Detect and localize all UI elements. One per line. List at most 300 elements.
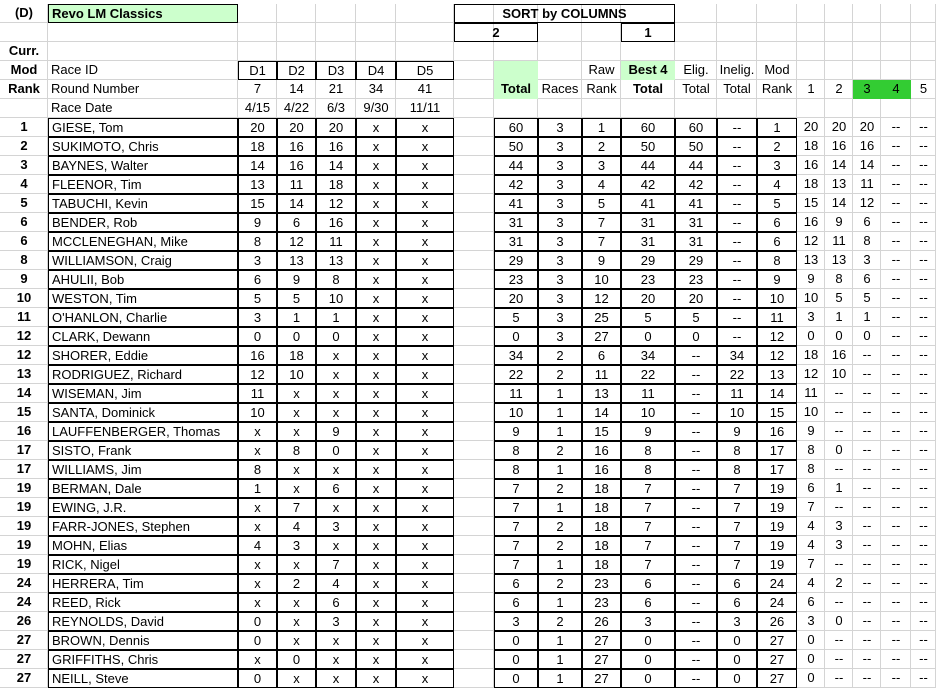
- row-summary-value[interactable]: 7: [494, 517, 538, 536]
- row-summary-value[interactable]: --: [717, 270, 757, 289]
- row-summary-value[interactable]: 1: [538, 403, 582, 422]
- row-rank[interactable]: 13: [16, 366, 32, 381]
- row-best-value[interactable]: --: [919, 632, 928, 647]
- row-name[interactable]: SANTA, Dominick: [48, 403, 238, 422]
- row-summary-value[interactable]: 7: [494, 498, 538, 517]
- row-race-score[interactable]: 12: [238, 365, 277, 384]
- row-summary-value[interactable]: 4: [582, 175, 621, 194]
- row-race-score[interactable]: x: [396, 270, 454, 289]
- row-race-score[interactable]: 9: [238, 213, 277, 232]
- row-race-score[interactable]: x: [356, 194, 396, 213]
- row-race-score[interactable]: x: [316, 631, 356, 650]
- row-summary-value[interactable]: --: [717, 194, 757, 213]
- row-best-value[interactable]: 4: [807, 518, 815, 533]
- row-summary-value[interactable]: 27: [582, 650, 621, 669]
- summary-header-5[interactable]: Total: [723, 81, 751, 96]
- row-best-value[interactable]: 4: [807, 537, 815, 552]
- row-race-score[interactable]: x: [356, 118, 396, 137]
- row-summary-value[interactable]: 3: [538, 194, 582, 213]
- row-race-score[interactable]: x: [356, 536, 396, 555]
- row-summary-value[interactable]: 18: [582, 555, 621, 574]
- row-summary-value[interactable]: --: [675, 460, 717, 479]
- row-rank[interactable]: 14: [16, 385, 32, 400]
- best-header-1[interactable]: 1: [807, 81, 815, 96]
- row-race-score[interactable]: 8: [277, 441, 316, 460]
- row-summary-value[interactable]: 15: [582, 422, 621, 441]
- row-summary-value[interactable]: 7: [494, 555, 538, 574]
- row-race-score[interactable]: x: [277, 555, 316, 574]
- row-best-value[interactable]: 20: [859, 119, 875, 134]
- row-race-score[interactable]: 4: [277, 517, 316, 536]
- summary-header-top-0[interactable]: [494, 61, 538, 80]
- row-summary-value[interactable]: 23: [675, 270, 717, 289]
- best-header-3[interactable]: 3: [853, 80, 881, 99]
- race-id-3[interactable]: D4: [356, 61, 396, 80]
- row-summary-value[interactable]: 19: [757, 479, 797, 498]
- row-race-score[interactable]: x: [356, 137, 396, 156]
- row-summary-value[interactable]: --: [717, 327, 757, 346]
- row-rank[interactable]: 17: [16, 442, 32, 457]
- row-race-score[interactable]: x: [316, 650, 356, 669]
- row-race-score[interactable]: 11: [238, 384, 277, 403]
- summary-header-0[interactable]: Total: [494, 80, 538, 99]
- row-name[interactable]: BROWN, Dennis: [48, 631, 238, 650]
- row-rank[interactable]: 11: [17, 309, 31, 324]
- row-name[interactable]: WILLIAMS, Jim: [48, 460, 238, 479]
- row-race-score[interactable]: 0: [277, 327, 316, 346]
- row-best-value[interactable]: --: [834, 385, 844, 400]
- row-race-score[interactable]: x: [396, 346, 454, 365]
- row-summary-value[interactable]: 1: [757, 118, 797, 137]
- race-id-0[interactable]: D1: [238, 61, 277, 80]
- row-best-value[interactable]: --: [862, 442, 872, 457]
- row-summary-value[interactable]: 7: [582, 232, 621, 251]
- row-summary-value[interactable]: 0: [494, 650, 538, 669]
- summary-header-4[interactable]: Total: [682, 81, 710, 96]
- row-summary-value[interactable]: --: [717, 156, 757, 175]
- row-summary-value[interactable]: 16: [757, 422, 797, 441]
- row-race-score[interactable]: x: [356, 555, 396, 574]
- row-summary-value[interactable]: 7: [494, 536, 538, 555]
- row-best-value[interactable]: --: [919, 271, 928, 286]
- row-best-value[interactable]: 12: [803, 366, 819, 381]
- row-summary-value[interactable]: 27: [757, 650, 797, 669]
- row-rank[interactable]: 5: [20, 195, 28, 210]
- row-race-score[interactable]: 14: [316, 156, 356, 175]
- row-race-score[interactable]: 1: [316, 308, 356, 327]
- best-header-2[interactable]: 2: [835, 81, 843, 96]
- row-summary-value[interactable]: 0: [494, 669, 538, 688]
- row-best-value[interactable]: --: [862, 670, 872, 685]
- row-summary-value[interactable]: 2: [538, 574, 582, 593]
- row-summary-value[interactable]: 1: [538, 650, 582, 669]
- row-race-score[interactable]: x: [396, 498, 454, 517]
- row-race-score[interactable]: x: [356, 251, 396, 270]
- row-best-value[interactable]: 20: [831, 119, 847, 134]
- row-race-score[interactable]: 0: [238, 631, 277, 650]
- row-rank[interactable]: 27: [16, 670, 32, 685]
- row-race-score[interactable]: x: [396, 479, 454, 498]
- row-race-score[interactable]: x: [396, 650, 454, 669]
- row-summary-value[interactable]: 12: [757, 327, 797, 346]
- row-race-score[interactable]: x: [396, 308, 454, 327]
- row-race-score[interactable]: 16: [238, 346, 277, 365]
- row-summary-value[interactable]: 6: [757, 232, 797, 251]
- row-best-value[interactable]: 3: [807, 613, 815, 628]
- row-summary-value[interactable]: --: [717, 137, 757, 156]
- row-race-score[interactable]: 16: [277, 137, 316, 156]
- row-summary-value[interactable]: 50: [494, 137, 538, 156]
- race-date-1[interactable]: 4/22: [283, 100, 310, 115]
- row-race-score[interactable]: 11: [316, 232, 356, 251]
- row-summary-value[interactable]: 10: [494, 403, 538, 422]
- row-name[interactable]: BENDER, Rob: [48, 213, 238, 232]
- row-rank[interactable]: 17: [16, 461, 32, 476]
- row-rank[interactable]: 27: [16, 651, 32, 666]
- row-race-score[interactable]: 4: [238, 536, 277, 555]
- row-race-score[interactable]: x: [316, 460, 356, 479]
- row-best-value[interactable]: 11: [804, 385, 818, 400]
- row-summary-value[interactable]: --: [675, 479, 717, 498]
- row-summary-value[interactable]: 3: [538, 137, 582, 156]
- row-summary-value[interactable]: --: [675, 593, 717, 612]
- row-best-value[interactable]: --: [891, 613, 901, 628]
- row-race-score[interactable]: x: [356, 213, 396, 232]
- row-summary-value[interactable]: 11: [717, 384, 757, 403]
- row-best-value[interactable]: --: [919, 556, 928, 571]
- row-summary-value[interactable]: 19: [757, 517, 797, 536]
- row-name[interactable]: SHORER, Eddie: [48, 346, 238, 365]
- race-round-3[interactable]: 34: [368, 81, 384, 96]
- row-race-score[interactable]: x: [396, 612, 454, 631]
- row-summary-value[interactable]: 1: [538, 555, 582, 574]
- row-summary-value[interactable]: 2: [538, 536, 582, 555]
- row-summary-value[interactable]: 12: [757, 346, 797, 365]
- row-summary-value[interactable]: 10: [757, 289, 797, 308]
- row-rank[interactable]: 19: [16, 518, 32, 533]
- row-race-score[interactable]: 12: [316, 194, 356, 213]
- row-rank[interactable]: 19: [16, 556, 32, 571]
- row-rank[interactable]: 19: [16, 480, 32, 495]
- row-race-score[interactable]: x: [316, 365, 356, 384]
- row-summary-value[interactable]: 11: [757, 308, 797, 327]
- race-date-3[interactable]: 9/30: [363, 100, 389, 115]
- summary-header-3[interactable]: Total: [632, 81, 664, 96]
- row-best-value[interactable]: --: [891, 252, 901, 267]
- row-best-value[interactable]: --: [919, 670, 928, 685]
- row-best-value[interactable]: 0: [807, 651, 815, 666]
- row-race-score[interactable]: x: [396, 422, 454, 441]
- row-best-value[interactable]: --: [891, 594, 901, 609]
- row-best-value[interactable]: 8: [863, 233, 871, 248]
- row-summary-value[interactable]: 5: [757, 194, 797, 213]
- row-summary-value[interactable]: 6: [757, 213, 797, 232]
- row-best-value[interactable]: --: [862, 499, 872, 514]
- row-best-value[interactable]: --: [891, 176, 901, 191]
- summary-header-top-1[interactable]: [538, 61, 582, 80]
- row-best-value[interactable]: 3: [863, 252, 871, 267]
- row-best-value[interactable]: 9: [835, 214, 843, 229]
- row-summary-value[interactable]: 4: [757, 175, 797, 194]
- row-race-score[interactable]: 12: [277, 232, 316, 251]
- row-summary-value[interactable]: --: [675, 555, 717, 574]
- row-best-value[interactable]: --: [919, 499, 928, 514]
- row-best-value[interactable]: --: [862, 613, 872, 628]
- row-summary-value[interactable]: --: [675, 631, 717, 650]
- summary-header-6[interactable]: Rank: [761, 81, 793, 96]
- row-best-value[interactable]: --: [862, 632, 872, 647]
- row-best-value[interactable]: --: [862, 347, 872, 362]
- row-best-value[interactable]: --: [891, 271, 901, 286]
- row-summary-value[interactable]: --: [675, 365, 717, 384]
- race-date-2[interactable]: 6/3: [326, 100, 346, 115]
- row-summary-value[interactable]: --: [675, 422, 717, 441]
- row-best-value[interactable]: 2: [835, 575, 843, 590]
- row-summary-value[interactable]: 0: [621, 327, 675, 346]
- row-summary-value[interactable]: 7: [717, 479, 757, 498]
- row-best-value[interactable]: 16: [831, 138, 847, 153]
- row-summary-value[interactable]: --: [675, 441, 717, 460]
- row-name[interactable]: MOHN, Elias: [48, 536, 238, 555]
- row-summary-value[interactable]: 19: [757, 555, 797, 574]
- row-summary-value[interactable]: 12: [582, 289, 621, 308]
- row-race-score[interactable]: 15: [238, 194, 277, 213]
- best-header-4[interactable]: 4: [881, 80, 911, 99]
- summary-header-2[interactable]: Rank: [586, 81, 617, 96]
- row-rank[interactable]: 19: [16, 499, 32, 514]
- row-best-value[interactable]: --: [891, 347, 901, 362]
- row-summary-value[interactable]: 34: [494, 346, 538, 365]
- row-race-score[interactable]: x: [277, 669, 316, 688]
- row-best-value[interactable]: --: [919, 537, 928, 552]
- row-name[interactable]: GRIFFITHS, Chris: [48, 650, 238, 669]
- row-race-score[interactable]: 18: [238, 137, 277, 156]
- row-rank[interactable]: 16: [16, 423, 32, 438]
- row-best-value[interactable]: 10: [803, 404, 819, 419]
- row-summary-value[interactable]: 7: [717, 517, 757, 536]
- row-summary-value[interactable]: 0: [621, 669, 675, 688]
- row-best-value[interactable]: --: [919, 214, 928, 229]
- row-race-score[interactable]: 5: [277, 289, 316, 308]
- row-summary-value[interactable]: --: [717, 232, 757, 251]
- row-race-score[interactable]: x: [396, 631, 454, 650]
- row-best-value[interactable]: 20: [803, 119, 819, 134]
- row-summary-value[interactable]: 3: [717, 612, 757, 631]
- row-best-value[interactable]: --: [891, 556, 901, 571]
- row-name[interactable]: GIESE, Tom: [48, 118, 238, 137]
- row-best-value[interactable]: --: [891, 499, 901, 514]
- row-race-score[interactable]: 0: [238, 327, 277, 346]
- row-race-score[interactable]: x: [356, 650, 396, 669]
- row-summary-value[interactable]: 8: [494, 460, 538, 479]
- row-summary-value[interactable]: 42: [494, 175, 538, 194]
- row-summary-value[interactable]: 31: [621, 232, 675, 251]
- row-summary-value[interactable]: 50: [675, 137, 717, 156]
- row-best-value[interactable]: 18: [803, 176, 819, 191]
- row-best-value[interactable]: 8: [807, 461, 815, 476]
- row-summary-value[interactable]: --: [717, 213, 757, 232]
- row-race-score[interactable]: x: [396, 460, 454, 479]
- row-best-value[interactable]: --: [834, 461, 844, 476]
- row-best-value[interactable]: --: [862, 537, 872, 552]
- row-summary-value[interactable]: 8: [494, 441, 538, 460]
- row-race-score[interactable]: 0: [238, 612, 277, 631]
- row-best-value[interactable]: 1: [835, 480, 843, 495]
- row-best-value[interactable]: 16: [831, 347, 847, 362]
- row-best-value[interactable]: 15: [803, 195, 819, 210]
- row-race-score[interactable]: x: [396, 289, 454, 308]
- row-race-score[interactable]: 18: [277, 346, 316, 365]
- row-race-score[interactable]: x: [356, 593, 396, 612]
- row-summary-value[interactable]: 6: [621, 593, 675, 612]
- row-race-score[interactable]: 10: [316, 289, 356, 308]
- row-best-value[interactable]: --: [891, 290, 901, 305]
- row-summary-value[interactable]: 20: [494, 289, 538, 308]
- row-race-score[interactable]: x: [356, 441, 396, 460]
- row-summary-value[interactable]: 7: [717, 555, 757, 574]
- row-best-value[interactable]: 6: [807, 594, 815, 609]
- row-rank[interactable]: 12: [16, 347, 32, 362]
- row-best-value[interactable]: --: [891, 442, 901, 457]
- row-race-score[interactable]: 13: [316, 251, 356, 270]
- row-summary-value[interactable]: 13: [582, 384, 621, 403]
- row-summary-value[interactable]: 0: [717, 669, 757, 688]
- row-summary-value[interactable]: 5: [621, 308, 675, 327]
- row-summary-value[interactable]: 22: [717, 365, 757, 384]
- row-race-score[interactable]: x: [396, 593, 454, 612]
- row-race-score[interactable]: x: [396, 669, 454, 688]
- row-race-score[interactable]: x: [356, 346, 396, 365]
- row-best-value[interactable]: --: [919, 404, 928, 419]
- row-race-score[interactable]: x: [277, 422, 316, 441]
- row-summary-value[interactable]: 27: [582, 327, 621, 346]
- row-race-score[interactable]: 20: [238, 118, 277, 137]
- row-summary-value[interactable]: --: [675, 650, 717, 669]
- row-best-value[interactable]: 16: [803, 157, 819, 172]
- row-summary-value[interactable]: 44: [621, 156, 675, 175]
- row-race-score[interactable]: 0: [238, 669, 277, 688]
- row-summary-value[interactable]: 3: [538, 327, 582, 346]
- row-summary-value[interactable]: 2: [538, 612, 582, 631]
- row-summary-value[interactable]: --: [675, 403, 717, 422]
- row-summary-value[interactable]: --: [675, 612, 717, 631]
- row-summary-value[interactable]: 26: [757, 612, 797, 631]
- row-summary-value[interactable]: 31: [675, 213, 717, 232]
- row-rank[interactable]: 9: [20, 271, 28, 286]
- row-race-score[interactable]: 1: [277, 308, 316, 327]
- row-race-score[interactable]: x: [316, 536, 356, 555]
- row-summary-value[interactable]: 8: [621, 460, 675, 479]
- row-summary-value[interactable]: 11: [621, 384, 675, 403]
- row-summary-value[interactable]: 0: [621, 631, 675, 650]
- row-race-score[interactable]: x: [277, 631, 316, 650]
- best-header-5[interactable]: 5: [919, 81, 928, 96]
- row-name[interactable]: WILLIAMSON, Craig: [48, 251, 238, 270]
- row-summary-value[interactable]: 3: [757, 156, 797, 175]
- row-summary-value[interactable]: 1: [538, 498, 582, 517]
- row-best-value[interactable]: --: [834, 423, 844, 438]
- row-race-score[interactable]: x: [356, 156, 396, 175]
- row-race-score[interactable]: x: [238, 593, 277, 612]
- row-summary-value[interactable]: --: [717, 118, 757, 137]
- row-summary-value[interactable]: 18: [582, 517, 621, 536]
- row-race-score[interactable]: x: [396, 251, 454, 270]
- row-best-value[interactable]: --: [834, 556, 844, 571]
- row-best-value[interactable]: --: [919, 119, 928, 134]
- row-race-score[interactable]: 0: [277, 650, 316, 669]
- row-rank[interactable]: 26: [16, 613, 32, 628]
- row-summary-value[interactable]: --: [675, 536, 717, 555]
- row-race-score[interactable]: x: [356, 308, 396, 327]
- summary-header-1[interactable]: Races: [541, 81, 579, 96]
- row-best-value[interactable]: 6: [863, 214, 871, 229]
- row-summary-value[interactable]: 26: [582, 612, 621, 631]
- row-best-value[interactable]: 10: [831, 366, 847, 381]
- row-race-score[interactable]: 18: [316, 175, 356, 194]
- row-rank[interactable]: 1: [20, 119, 28, 134]
- row-race-score[interactable]: x: [396, 517, 454, 536]
- row-race-score[interactable]: x: [396, 536, 454, 555]
- row-summary-value[interactable]: 10: [717, 403, 757, 422]
- row-best-value[interactable]: --: [862, 556, 872, 571]
- row-name[interactable]: HERRERA, Tim: [48, 574, 238, 593]
- row-rank[interactable]: 3: [20, 157, 28, 172]
- row-race-score[interactable]: x: [396, 175, 454, 194]
- row-best-value[interactable]: --: [891, 423, 901, 438]
- row-best-value[interactable]: 9: [807, 423, 815, 438]
- row-race-score[interactable]: x: [356, 479, 396, 498]
- row-summary-value[interactable]: 3: [538, 308, 582, 327]
- row-best-value[interactable]: --: [919, 480, 928, 495]
- row-race-score[interactable]: 11: [277, 175, 316, 194]
- row-race-score[interactable]: x: [316, 346, 356, 365]
- row-summary-value[interactable]: 9: [717, 422, 757, 441]
- row-best-value[interactable]: 14: [859, 157, 875, 172]
- row-race-score[interactable]: x: [356, 175, 396, 194]
- row-summary-value[interactable]: 2: [538, 441, 582, 460]
- row-best-value[interactable]: 13: [831, 252, 847, 267]
- race-date-4[interactable]: 11/11: [409, 100, 441, 115]
- row-summary-value[interactable]: 9: [494, 422, 538, 441]
- row-race-score[interactable]: x: [356, 631, 396, 650]
- row-rank[interactable]: 19: [16, 537, 32, 552]
- row-summary-value[interactable]: --: [675, 517, 717, 536]
- row-race-score[interactable]: 16: [316, 137, 356, 156]
- row-summary-value[interactable]: 3: [582, 156, 621, 175]
- row-name[interactable]: SISTO, Frank: [48, 441, 238, 460]
- row-race-score[interactable]: 14: [277, 194, 316, 213]
- row-summary-value[interactable]: 23: [582, 593, 621, 612]
- row-race-score[interactable]: x: [238, 574, 277, 593]
- row-race-score[interactable]: x: [356, 232, 396, 251]
- row-race-score[interactable]: 0: [316, 327, 356, 346]
- row-summary-value[interactable]: 8: [621, 441, 675, 460]
- row-best-value[interactable]: 0: [835, 442, 843, 457]
- row-race-score[interactable]: x: [277, 612, 316, 631]
- row-summary-value[interactable]: 31: [621, 213, 675, 232]
- row-best-value[interactable]: --: [919, 575, 928, 590]
- row-summary-value[interactable]: 2: [538, 346, 582, 365]
- row-summary-value[interactable]: 6: [494, 574, 538, 593]
- row-summary-value[interactable]: --: [675, 574, 717, 593]
- summary-header-top-3[interactable]: Best 4: [621, 61, 675, 80]
- row-race-score[interactable]: 8: [238, 460, 277, 479]
- row-race-score[interactable]: x: [277, 403, 316, 422]
- row-best-value[interactable]: 0: [863, 328, 871, 343]
- row-best-value[interactable]: --: [891, 537, 901, 552]
- row-best-value[interactable]: 18: [803, 347, 819, 362]
- row-rank[interactable]: 15: [16, 404, 32, 419]
